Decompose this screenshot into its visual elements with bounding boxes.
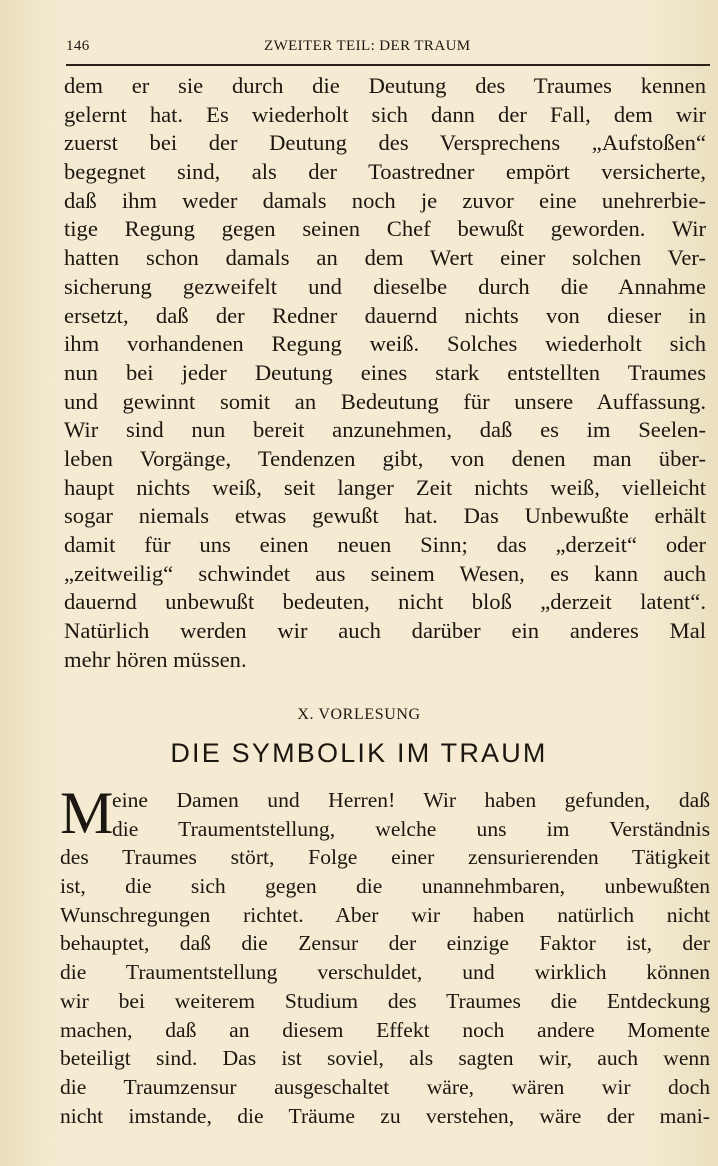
text-line: tige Regung gegen seinen Chef bewußt geworden. Wir (64, 216, 706, 242)
page-header (66, 36, 706, 60)
text-line: ihm vorhandenen Regung weiß. Solches wiederholt sich (64, 331, 706, 357)
text-line: nun bei jeder Deutung eines stark entstellten Traumes (64, 359, 706, 385)
text-line: die Traumentstellung verschuldet, und wirklich können (60, 960, 710, 985)
text-line: gelernt hat. Es wiederholt sich dann der Fall, dem wir (64, 101, 706, 127)
text-line: Wunschregungen richtet. Aber wir haben natürlich nicht (60, 902, 710, 927)
top-paragraph (64, 72, 706, 674)
text-line: mehr hören müssen. (64, 646, 247, 672)
page-number: 146 (66, 38, 90, 54)
text-line: die Traumentstellung, welche uns im Verständnis (112, 816, 710, 841)
text-line: ersetzt, daß der Redner dauernd nichts von dieser in (64, 302, 706, 328)
text-line: nicht imstande, die Träume zu verstehen, wäre der mani- (60, 1103, 710, 1128)
text-line: wir bei weiterem Studium des Traumes die Entdeckung (60, 988, 710, 1013)
text-line: „zeitweilig“ schwindet aus seinem Wesen, es kann auch (64, 560, 706, 586)
drop-cap: M (60, 780, 114, 846)
chapter-title: DIE SYMBOLIK IM TRAUM (170, 738, 548, 768)
text-line: daß ihm weder damals noch je zuvor eine unehrerbie- (64, 187, 706, 213)
text-line: dauernd unbewußt bedeuten, nicht bloß „derzeit latent“. (64, 589, 706, 615)
text-line: behauptet, daß die Zensur der einzige Faktor ist, der (60, 931, 710, 956)
text-line: beteiligt sind. Das ist soviel, als sagten wir, auch wenn (60, 1046, 710, 1071)
text-line: eine Damen und Herren! Wir haben gefunden, daß (112, 788, 710, 812)
text-line: hatten schon damals an dem Wert einer solchen Ver- (64, 245, 706, 271)
header-rule (66, 64, 710, 66)
text-line: leben Vorgänge, Tendenzen gibt, von denen man über- (64, 445, 706, 471)
text-line: des Traumes stört, Folge einer zensurierenden Tätigkeit (60, 845, 710, 870)
text-line: ist, die sich gegen die unannehmbaren, unbewußten (60, 874, 710, 899)
lecture-paragraph (60, 780, 710, 1130)
text-line: Natürlich werden wir auch darüber ein anderes Mal (64, 618, 706, 644)
text-line: sogar niemals etwas gewußt hat. Das Unbewußte erhält (64, 503, 706, 529)
text-line: begegnet sind, als der Toastredner empört versicherte, (64, 159, 706, 185)
text-line: machen, daß an diesem Effekt noch andere Momente (60, 1017, 710, 1042)
text-line: haupt nichts weiß, seit langer Zeit nichts weiß, vielleicht (64, 474, 706, 500)
text-line: dem er sie durch die Deutung des Traumes kennen (64, 73, 706, 98)
lecture-number: X. VORLESUNG (297, 706, 421, 723)
text-line: zuerst bei der Deutung des Versprechens „Aufstoßen“ (64, 130, 706, 156)
text-line: Wir sind nun bereit anzunehmen, daß es im Seelen- (64, 417, 706, 443)
running-head: ZWEITER TEIL: DER TRAUM (264, 38, 471, 54)
text-line: sicherung gezweifelt und dieselbe durch die Annahme (64, 273, 706, 299)
text-line: und gewinnt somit an Bedeutung für unsere Auffassung. (64, 388, 706, 414)
text-line: damit für uns einen neuen Sinn; das „derzeit“ oder (64, 532, 706, 557)
text-line: die Traumzensur ausgeschaltet wäre, wären wir doch (60, 1074, 710, 1099)
